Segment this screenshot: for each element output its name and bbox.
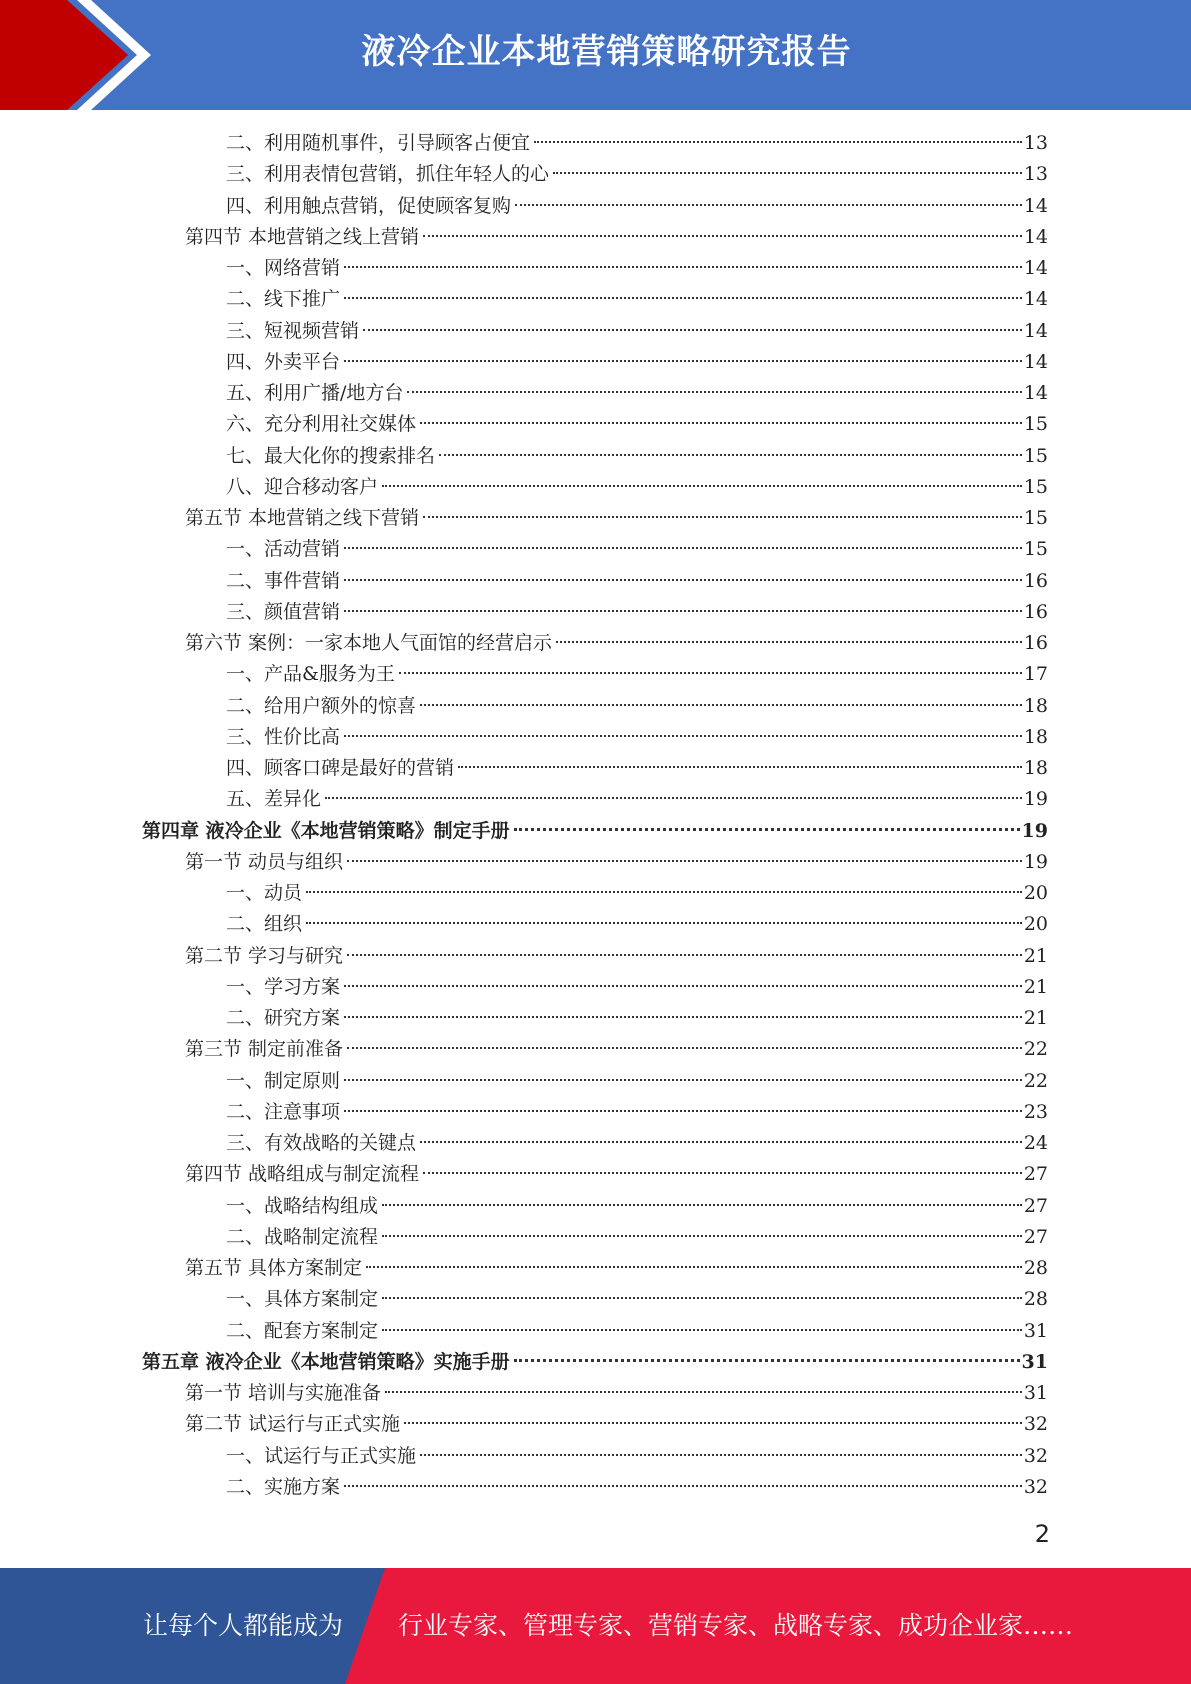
toc-entry-page: 17 [1023, 663, 1048, 686]
toc-dot-leader [344, 266, 1022, 268]
toc-entry-page: 15 [1023, 444, 1048, 467]
report-title: 液冷企业本地营销策略研究报告 [361, 32, 852, 72]
toc-entry[interactable] [226, 347, 1048, 377]
toc-entry[interactable] [185, 1409, 1048, 1439]
toc-entry[interactable] [226, 566, 1048, 596]
toc-dot-leader [382, 485, 1022, 487]
toc-dot-leader [344, 360, 1022, 362]
toc-dot-leader [382, 1297, 1022, 1299]
toc-entry-title: 二、组织 [226, 913, 303, 936]
toc-dot-leader [439, 454, 1022, 456]
toc-entry-title: 二、给用户额外的惊喜 [226, 694, 417, 717]
toc-entry-page: 31 [1021, 1350, 1048, 1373]
toc-entry-title: 二、利用随机事件，引导顾客占便宜 [226, 132, 531, 154]
toc-entry-title: 第五节 具体方案制定 [185, 1257, 363, 1279]
toc-dot-leader [347, 860, 1022, 862]
toc-dot-leader [344, 1016, 1022, 1018]
toc-entry-page: 15 [1023, 507, 1048, 529]
toc-entry[interactable] [226, 378, 1048, 408]
toc-entry-title: 第五章 液冷企业《本地营销策略》实施手册 [142, 1350, 510, 1373]
toc-entry-page: 32 [1023, 1413, 1048, 1436]
page-footer [0, 1568, 1191, 1684]
toc-dot-leader [423, 235, 1022, 237]
page-header [0, 0, 1191, 110]
toc-entry-page: 14 [1023, 194, 1048, 217]
toc-entry-title: 三、短视频营销 [226, 319, 360, 342]
toc-entry-page: 21 [1023, 1007, 1048, 1029]
toc-entry-page: 19 [1023, 850, 1048, 873]
toc-entry-page: 27 [1023, 1163, 1048, 1186]
toc-entry-title: 第五节 本地营销之线下营销 [185, 507, 420, 529]
toc-dot-leader [344, 297, 1022, 299]
toc-dot-leader [306, 891, 1022, 893]
toc-entry-title: 第六节 案例：一家本地人气面馆的经营启示 [185, 632, 553, 654]
toc-entry-title: 第二节 学习与研究 [185, 944, 344, 967]
toc-dot-leader [344, 1079, 1022, 1081]
toc-entry-title: 四、顾客口碑是最好的营销 [226, 757, 455, 779]
toc-entry[interactable] [226, 659, 1048, 689]
toc-dot-leader [423, 1172, 1022, 1174]
toc-entry-page: 21 [1023, 975, 1048, 998]
toc-dot-leader [407, 391, 1021, 393]
toc-entry-page: 14 [1023, 257, 1048, 279]
toc-entry-title: 第二节 试运行与正式实施 [185, 1413, 401, 1436]
toc-entry-page: 18 [1023, 725, 1048, 748]
toc-dot-leader [347, 954, 1022, 956]
toc-entry-page: 19 [1021, 819, 1048, 842]
toc-entry-page: 22 [1023, 1069, 1048, 1092]
toc-entry-title: 三、利用表情包营销，抓住年轻人的心 [226, 163, 550, 186]
toc-entry-page: 24 [1023, 1132, 1048, 1154]
toc-entry-page: 14 [1023, 288, 1048, 311]
toc-entry[interactable] [226, 753, 1048, 783]
toc-entry-title: 第三节 制定前准备 [185, 1038, 344, 1061]
toc-entry-page: 32 [1023, 1444, 1048, 1467]
toc-entry-title: 八、迎合移动客户 [226, 475, 379, 498]
toc-entry-title: 二、研究方案 [226, 1007, 341, 1029]
toc-entry[interactable] [226, 722, 1048, 752]
toc-entry[interactable] [226, 1097, 1048, 1127]
toc-entry[interactable] [226, 1284, 1048, 1314]
toc-entry-title: 二、注意事项 [226, 1100, 341, 1123]
toc-entry-title: 七、最大化你的搜索排名 [226, 444, 436, 467]
toc-dot-leader [515, 204, 1022, 206]
toc-entry[interactable] [226, 909, 1048, 939]
toc-dot-leader [344, 735, 1022, 737]
toc-entry-title: 一、网络营销 [226, 257, 341, 279]
toc-entry[interactable] [226, 316, 1048, 346]
toc-entry[interactable] [185, 1378, 1048, 1408]
toc-entry-page: 21 [1023, 944, 1048, 967]
toc-dot-leader [514, 828, 1020, 831]
toc-entry-title: 四、利用触点营销，促使顾客复购 [226, 194, 512, 217]
toc-dot-leader [399, 672, 1022, 674]
toc-entry-title: 三、有效战略的关键点 [226, 1132, 417, 1154]
toc-dot-leader [423, 516, 1022, 518]
toc-entry-page: 19 [1023, 788, 1048, 811]
toc-entry[interactable] [226, 534, 1048, 564]
toc-entry[interactable] [226, 1066, 1048, 1096]
toc-entry[interactable] [226, 1222, 1048, 1252]
toc-entry[interactable] [226, 1441, 1048, 1471]
toc-entry-title: 一、活动营销 [226, 538, 341, 561]
toc-entry[interactable] [142, 1347, 1048, 1377]
toc-entry-page: 14 [1023, 225, 1048, 248]
toc-entry[interactable] [185, 1034, 1048, 1064]
toc-dot-leader [534, 141, 1022, 143]
toc-dot-leader [556, 641, 1022, 643]
toc-dot-leader [420, 704, 1022, 706]
toc-entry-page: 32 [1023, 1475, 1048, 1498]
toc-entry[interactable] [185, 628, 1048, 658]
toc-dot-leader [306, 922, 1022, 924]
toc-entry-page: 20 [1023, 913, 1048, 936]
toc-entry[interactable] [226, 597, 1048, 627]
toc-entry-title: 第一节 动员与组织 [185, 850, 344, 873]
toc-entry-page: 18 [1023, 694, 1048, 717]
toc-entry-title: 五、利用广播/地方台 [226, 382, 404, 404]
toc-dot-leader [344, 547, 1022, 549]
toc-dot-leader [458, 766, 1022, 768]
toc-entry-title: 一、产品&服务为王 [226, 663, 395, 686]
toc-entry[interactable] [226, 1191, 1048, 1221]
toc-entry-page: 15 [1023, 475, 1048, 498]
toc-entry-title: 一、试运行与正式实施 [226, 1444, 417, 1467]
toc-dot-leader [344, 610, 1022, 612]
toc-entry-page: 18 [1023, 757, 1048, 779]
toc-entry-title: 五、差异化 [226, 788, 322, 811]
toc-entry-page: 23 [1023, 1100, 1048, 1123]
toc-dot-leader [382, 1204, 1022, 1206]
toc-dot-leader [382, 1235, 1022, 1237]
toc-dot-leader [385, 1391, 1022, 1393]
toc-entry-page: 14 [1023, 350, 1048, 373]
toc-entry[interactable] [185, 1159, 1048, 1189]
toc-entry-title: 六、充分利用社交媒体 [226, 413, 417, 436]
toc-dot-leader [344, 1110, 1022, 1112]
toc-dot-leader [420, 1454, 1022, 1456]
toc-entry[interactable] [226, 472, 1048, 502]
toc-entry[interactable] [226, 409, 1048, 439]
toc-entry[interactable] [226, 1316, 1048, 1346]
toc-entry[interactable] [226, 1003, 1048, 1033]
toc-entry[interactable] [185, 222, 1048, 252]
toc-dot-leader [366, 1266, 1022, 1268]
footer-slogan-left: 让每个人都能成为 [143, 1611, 344, 1640]
toc-dot-leader [344, 985, 1022, 987]
toc-entry-title: 一、具体方案制定 [226, 1288, 379, 1311]
toc-entry-title: 一、战略结构组成 [226, 1194, 379, 1217]
toc-entry-page: 22 [1023, 1038, 1048, 1061]
toc-dot-leader [347, 1047, 1022, 1049]
toc-entry-title: 四、外卖平台 [226, 350, 341, 373]
toc-dot-leader [420, 422, 1022, 424]
toc-entry[interactable] [226, 784, 1048, 814]
toc-entry-title: 一、制定原则 [226, 1069, 341, 1092]
toc-entry-page: 27 [1023, 1225, 1048, 1248]
toc-entry-page: 16 [1023, 569, 1048, 592]
toc-entry-page: 27 [1023, 1194, 1048, 1217]
toc-entry-page: 28 [1023, 1257, 1048, 1279]
toc-entry-title: 二、配套方案制定 [226, 1319, 379, 1342]
toc-entry-title: 一、动员 [226, 882, 303, 904]
toc-entry-page: 14 [1023, 382, 1048, 404]
toc-entry-page: 15 [1023, 538, 1048, 561]
toc-entry[interactable] [226, 1128, 1048, 1158]
page-number: 2 [1034, 1520, 1050, 1548]
toc-entry-title: 三、性价比高 [226, 725, 341, 748]
toc-entry-page: 13 [1023, 132, 1048, 154]
toc-entry-title: 二、线下推广 [226, 288, 341, 311]
toc-entry-title: 第一节 培训与实施准备 [185, 1382, 382, 1404]
toc-entry-title: 第四节 战略组成与制定流程 [185, 1163, 420, 1186]
toc-dot-leader [404, 1422, 1022, 1424]
toc-dot-leader [553, 172, 1022, 174]
toc-dot-leader [420, 1141, 1022, 1143]
toc-entry-title: 二、战略制定流程 [226, 1225, 379, 1248]
toc-entry-page: 16 [1023, 632, 1048, 654]
toc-entry-page: 20 [1023, 882, 1048, 904]
toc-entry[interactable] [185, 1253, 1048, 1283]
toc-dot-leader [325, 797, 1022, 799]
toc-entry-page: 28 [1023, 1288, 1048, 1311]
toc-entry[interactable] [142, 816, 1048, 846]
toc-entry[interactable] [226, 284, 1048, 314]
toc-entry-page: 31 [1023, 1382, 1048, 1404]
toc-entry[interactable] [185, 847, 1048, 877]
toc-dot-leader [514, 1359, 1020, 1362]
toc-dot-leader [344, 579, 1022, 581]
toc-entry-title: 第四章 液冷企业《本地营销策略》制定手册 [142, 819, 510, 842]
toc-entry-title: 一、学习方案 [226, 975, 341, 998]
toc-entry[interactable] [226, 691, 1048, 721]
toc-entry[interactable] [226, 128, 1048, 158]
toc-dot-leader [382, 1329, 1022, 1331]
toc-entry[interactable] [226, 972, 1048, 1002]
toc-entry-title: 二、事件营销 [226, 569, 341, 592]
toc-entry[interactable] [185, 503, 1048, 533]
toc-dot-leader [363, 329, 1022, 331]
toc-entry[interactable] [226, 878, 1048, 908]
toc-entry[interactable] [226, 191, 1048, 221]
toc-entry[interactable] [226, 441, 1048, 471]
footer-slogan-right: 行业专家、管理专家、营销专家、战略专家、成功企业家…… [398, 1611, 1074, 1640]
toc-entry-page: 16 [1023, 600, 1048, 623]
toc-entry[interactable] [226, 159, 1048, 189]
toc-entry[interactable] [226, 1472, 1048, 1502]
toc-entry-page: 15 [1023, 413, 1048, 436]
toc-entry-title: 二、实施方案 [226, 1475, 341, 1498]
toc-entry[interactable] [226, 253, 1048, 283]
toc-entry-page: 14 [1023, 319, 1048, 342]
toc-entry-title: 三、颜值营销 [226, 600, 341, 623]
toc-entry[interactable] [185, 941, 1048, 971]
toc-entry-page: 31 [1023, 1319, 1048, 1342]
toc-entry-title: 第四节 本地营销之线上营销 [185, 225, 420, 248]
toc-entry-page: 13 [1023, 163, 1048, 186]
toc-dot-leader [344, 1485, 1022, 1487]
